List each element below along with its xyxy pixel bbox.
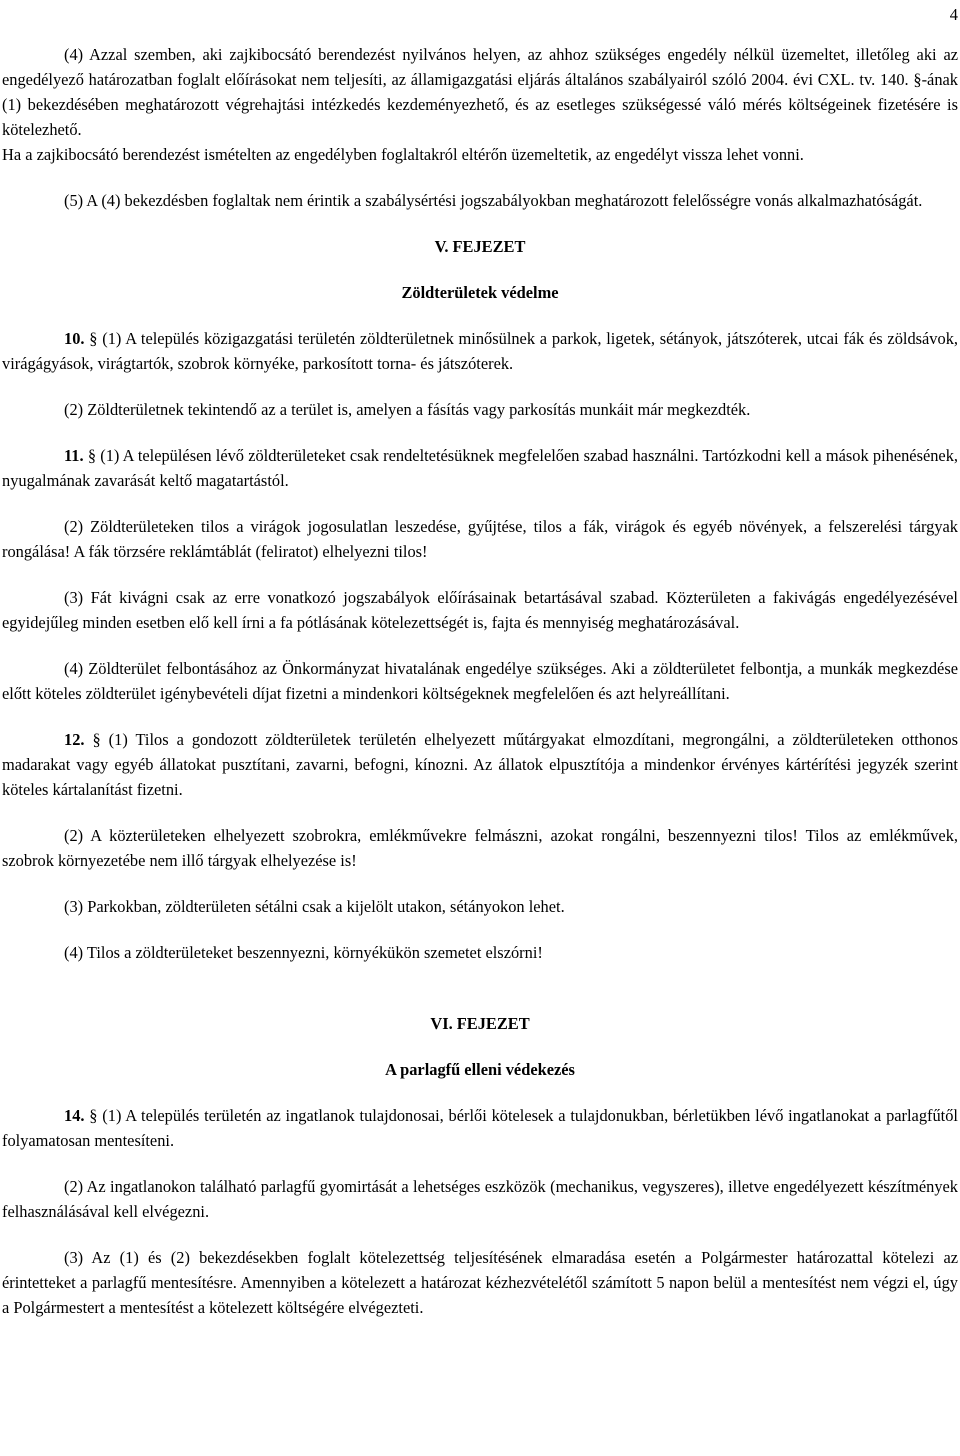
chapter-5-title: V. FEJEZET xyxy=(434,237,526,256)
section-10-number: 10. xyxy=(64,329,85,348)
section-14-number: 14. xyxy=(64,1106,85,1125)
section-14-paragraph-1 xyxy=(2,1103,958,1153)
section-14-text: § (1) A település területén az ingatlanok tulajdonosai, bérlői kötelesek a tulajdonukban, bérletükben lévő ingatlanokat a parlagfűtől folyamatosan mentesíteni. xyxy=(2,1106,958,1150)
section-11-number: 11. xyxy=(64,446,84,465)
section-10-paragraph-2: (2) Zöldterületnek tekintendő az a terület is, amelyen a fásítás vagy parkosítás munkáit már megkezdték. xyxy=(64,400,751,419)
chapter-6-subtitle: A parlagfű elleni védekezés xyxy=(385,1060,575,1079)
section-10-paragraph-1 xyxy=(2,326,958,376)
section-11-paragraph-1 xyxy=(2,443,958,493)
section-12-text: § (1) Tilos a gondozott zöldterületek területén elhelyezett műtárgyakat elmozdítani, megrongálni, a zöldterületeken otthonos madarakat vagy egyéb állatokat pusztítani, zavarni, befogni, kínozni. Az állatok elpusztítója a mindenkor érvényes kártérítési jegyzék szerint köteles kártalanítást fizetni. xyxy=(2,730,958,799)
section-12-paragraph-4: (4) Tilos a zöldterületeket beszennyezni, környékükön szemetet elszórni! xyxy=(64,943,543,962)
section-14-paragraph-2: (2) Az ingatlanokon található parlagfű gyomirtását a lehetséges eszközök (mechanikus, vegyszeres), illetve engedélyezett készítmények felhasználásával kell elvégezni. xyxy=(2,1177,958,1221)
section-12-number: 12. xyxy=(64,730,85,749)
document-body xyxy=(2,42,958,1320)
paragraph-4-4: (4) Azzal szemben, aki zajkibocsátó berendezést nyilvános helyen, az ahhoz szükséges engedély nélkül üzemeltet, illetőleg aki az engedélyező határozatban foglalt előírásokat nem teljesíti, az államigazgatási eljárás általános szabályairól szóló 2004. évi CXL. tv. 140. §-ának (1) bekezdésében meghatározott végrehajtási intézkedés kezdeményezhető, és az esetleges szükségessé váló mérés költségeinek fizetésére is kötelezhető. xyxy=(2,45,958,139)
paragraph-4-revocation: Ha a zajkibocsátó berendezést ismételten az engedélyben foglaltakról eltérőn üzemeltetik, az engedélyt vissza lehet vonni. xyxy=(2,145,804,164)
section-11-text: § (1) A településen lévő zöldterületeket csak rendeltetésüknek megfelelően szabad használni. Tartózkodni kell a mások pihenésének, nyugalmának zavarását keltő magatartástól. xyxy=(2,446,958,490)
section-12-paragraph-2: (2) A közterületeken elhelyezett szobrokra, emlékművekre felmászni, azokat rongálni, beszennyezni tilos! Tilos az emlékművek, szobrok környezetébe nem illő tárgyak elhelyezése is! xyxy=(2,826,958,870)
chapter-6-title: VI. FEJEZET xyxy=(430,1014,530,1033)
page-number: 4 xyxy=(949,5,958,24)
section-14-paragraph-3: (3) Az (1) és (2) bekezdésekben foglalt kötelezettség teljesítésének elmaradása esetén a Polgármester határozattal kötelezi az érintetteket a parlagfű mentesítésre. Amennyiben a kötelezett a határozat kézhezvételétől számított 5 napon belül a mentesítést nem végzi el, úgy a Polgármestert a mentesítést a kötelezett költségére elvégezteti. xyxy=(2,1248,958,1317)
section-11-paragraph-4: (4) Zöldterület felbontásához az Önkormányzat hivatalának engedélye szükséges. Aki a zöldterületet felbontja, a munkák megkezdése előtt köteles zöldterület igénybevételi díjat fizetni a mindenkori költségeknek megfelelően és azt helyreállítani. xyxy=(2,659,958,703)
paragraph-4-5: (5) A (4) bekezdésben foglaltak nem érintik a szabálysértési jogszabályokban meghatározott felelősségre vonás alkalmazhatóságát. xyxy=(64,191,923,210)
chapter-5-subtitle: Zöldterületek védelme xyxy=(401,283,559,302)
section-12-paragraph-3: (3) Parkokban, zöldterületen sétálni csak a kijelölt utakon, sétányokon lehet. xyxy=(64,897,565,916)
section-12-paragraph-1 xyxy=(2,727,958,802)
section-11-paragraph-3: (3) Fát kivágni csak az erre vonatkozó jogszabályok előírásainak betartásával szabad. Közterületen a fakivágás engedélyezésével egyidejűleg minden esetben elő kell írni a fa pótlásának kötelezettségét is, fajta és mennyiség meghatározásával. xyxy=(2,588,958,632)
section-11-paragraph-2: (2) Zöldterületeken tilos a virágok jogosulatlan leszedése, gyűjtése, tilos a fák, virágok és egyéb növények, a felszerelési tárgyak rongálása! A fák törzsére reklámtáblát (feliratot) elhelyezni tilos! xyxy=(2,517,958,561)
section-10-text: § (1) A település közigazgatási területén zöldterületnek minősülnek a parkok, ligetek, sétányok, játszóterek, utcai fák és zöldsávok, virágágyások, virágtartók, szobrok környéke, parkosított torna- és játszóterek. xyxy=(2,329,958,373)
